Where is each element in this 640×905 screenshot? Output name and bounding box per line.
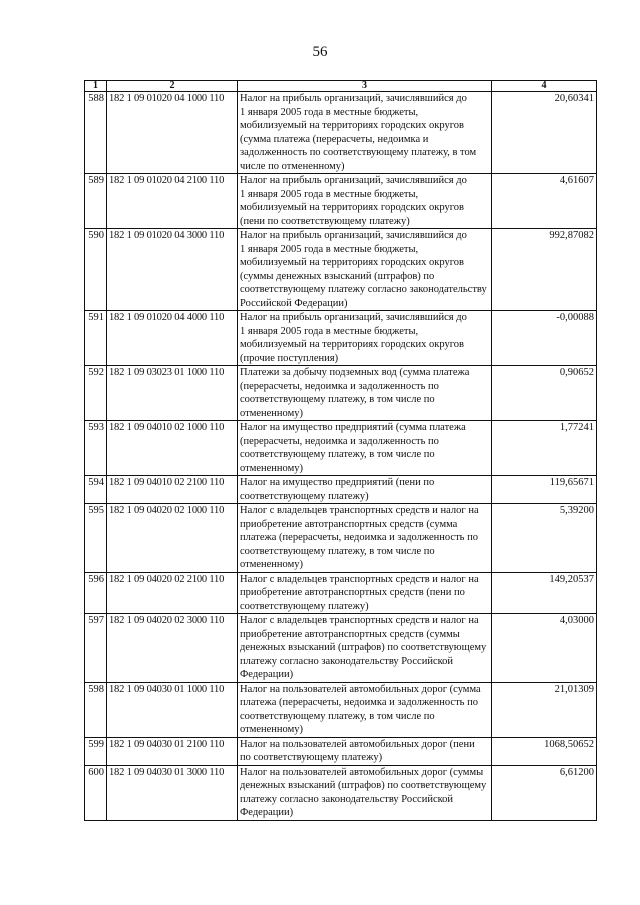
description-line: (суммы денежных взысканий (штрафов) по (240, 270, 435, 282)
amount: 4,61607 (492, 174, 597, 229)
description-line: Налог с владельцев транспортных средств и налог на (240, 615, 479, 626)
row-number: 588 (85, 92, 107, 174)
description (238, 229, 492, 311)
description-line: Налог на прибыль организаций, зачислявшийся до (240, 93, 467, 104)
description-line: мобилизуемый на территориях городских округов (240, 257, 464, 268)
table-row (85, 614, 597, 683)
budget-code: 182 1 09 04020 02 1000 110 (107, 504, 238, 573)
budget-code: 182 1 09 04010 02 2100 110 (107, 476, 238, 504)
table-row (85, 765, 597, 820)
table-row (85, 421, 597, 476)
amount: 119,65671 (492, 476, 597, 504)
description (238, 682, 492, 737)
description-line: Налог на имущество предприятий (пени по (240, 477, 435, 488)
description-line: Федерации) (240, 669, 294, 680)
table-header (85, 81, 597, 92)
description-line: (перерасчеты, недоимка и задолженность по (240, 380, 439, 392)
row-number: 600 (85, 765, 107, 820)
description (238, 421, 492, 476)
header-row (85, 81, 597, 92)
table-row (85, 92, 597, 174)
description-line: платежа (перерасчеты, недоимка и задолженность по (240, 532, 478, 543)
budget-code: 182 1 09 04020 02 2100 110 (107, 572, 238, 614)
description-line: Налог с владельцев транспортных средств и налог на (240, 573, 479, 585)
description-line: отмененному) (240, 559, 303, 570)
description-line: Налог на прибыль организаций, зачислявшийся до (240, 230, 467, 241)
description-line: Налог с владельцев транспортных средств и налог на (240, 505, 479, 516)
description-line: Налог на пользователей автомобильных дорог (сумма (240, 683, 481, 695)
description (238, 572, 492, 614)
table-row (85, 366, 597, 421)
description-line: мобилизуемый на территориях городских округов (240, 339, 464, 350)
description-line: платежу согласно законодательству Российской (240, 655, 454, 667)
description-line: соответствующему платежу) (240, 490, 369, 502)
description-line: Налог на имущество предприятий (сумма платежа (240, 422, 466, 433)
amount: 21,01309 (492, 682, 597, 737)
description (238, 614, 492, 683)
amount: 992,87082 (492, 229, 597, 311)
description-line: 1 января 2005 года в местные бюджеты, (240, 325, 419, 337)
description-line: соответствующему платежу, в том числе по (240, 710, 435, 722)
description (238, 765, 492, 820)
amount: -0,00088 (492, 311, 597, 366)
row-number: 599 (85, 737, 107, 765)
header-col-3: 3 (238, 81, 492, 92)
description-line: (прочие поступления) (240, 352, 339, 364)
description (238, 476, 492, 504)
description-line: соответствующему платежу) (240, 600, 369, 612)
table-row (85, 174, 597, 229)
budget-code: 182 1 09 04030 01 1000 110 (107, 682, 238, 737)
description-line: Налог на прибыль организаций, зачислявшийся до (240, 312, 467, 323)
table-row (85, 311, 597, 366)
description (238, 737, 492, 765)
budget-code: 182 1 09 01020 04 3000 110 (107, 229, 238, 311)
budget-table (84, 80, 597, 821)
table-row (85, 572, 597, 614)
description (238, 366, 492, 421)
description (238, 311, 492, 366)
budget-code: 182 1 09 01020 04 2100 110 (107, 174, 238, 229)
row-number: 591 (85, 311, 107, 366)
row-number: 594 (85, 476, 107, 504)
row-number: 590 (85, 229, 107, 311)
row-number: 589 (85, 174, 107, 229)
description-line: платежу согласно законодательству Российской (240, 793, 454, 805)
amount: 0,90652 (492, 366, 597, 421)
description-line: числе по отмененному) (240, 160, 345, 172)
amount: 4,03000 (492, 614, 597, 683)
description-line: денежных взысканий (штрафов) по соответствующему (240, 642, 487, 653)
row-number: 595 (85, 504, 107, 573)
description-line: (перерасчеты, недоимка и задолженность по (240, 435, 439, 447)
page-number: 56 (312, 44, 328, 60)
description (238, 174, 492, 229)
table-row (85, 476, 597, 504)
row-number: 596 (85, 572, 107, 614)
description-line: соответствующему платежу, в том числе по (240, 394, 435, 405)
description-line: 1 января 2005 года в местные бюджеты, (240, 188, 419, 200)
description-line: мобилизуемый на территориях городских округов (240, 202, 464, 213)
description-line: платежа (перерасчеты, недоимка и задолженность по (240, 697, 478, 708)
header-col-2: 2 (107, 81, 238, 92)
budget-code: 182 1 09 01020 04 1000 110 (107, 92, 238, 174)
description-line: приобретение автотранспортных средств (сумма (240, 518, 458, 530)
description-line: приобретение автотранспортных средств (суммы (240, 628, 460, 640)
description-line: (пени по соответствующему платежу) (240, 215, 410, 227)
row-number: 598 (85, 682, 107, 737)
amount: 1068,50652 (492, 737, 597, 765)
table-row (85, 737, 597, 765)
amount: 5,39200 (492, 504, 597, 573)
budget-code: 182 1 09 03023 01 1000 110 (107, 366, 238, 421)
description-line: 1 января 2005 года в местные бюджеты, (240, 106, 419, 118)
description-line: мобилизуемый на территориях городских округов (240, 120, 464, 131)
description-line: Налог на пользователей автомобильных дорог (пени (240, 738, 475, 750)
description-line: Налог на пользователей автомобильных дорог (суммы (240, 766, 484, 778)
amount: 6,61200 (492, 765, 597, 820)
description-line: отмененному) (240, 407, 303, 419)
description-line: 1 января 2005 года в местные бюджеты, (240, 243, 419, 255)
table-body (85, 92, 597, 821)
amount: 149,20537 (492, 572, 597, 614)
amount: 20,60341 (492, 92, 597, 174)
description-line: соответствующему платежу, в том числе по (240, 545, 435, 557)
description-line: задолженность по соответствующему платежу, в том (240, 147, 477, 158)
header-col-1: 1 (85, 81, 107, 92)
budget-code: 182 1 09 04030 01 2100 110 (107, 737, 238, 765)
amount: 1,77241 (492, 421, 597, 476)
row-number: 592 (85, 366, 107, 421)
budget-code: 182 1 09 01020 04 4000 110 (107, 311, 238, 366)
budget-code: 182 1 09 04030 01 3000 110 (107, 765, 238, 820)
row-number: 597 (85, 614, 107, 683)
description-line: Федерации) (240, 807, 294, 818)
description-line: (сумма платежа (перерасчеты, недоимка и (240, 133, 429, 145)
description-line: Налог на прибыль организаций, зачислявшийся до (240, 175, 467, 186)
budget-code: 182 1 09 04020 02 3000 110 (107, 614, 238, 683)
table-row (85, 229, 597, 311)
description-line: отмененному) (240, 724, 303, 735)
description-line: Российской Федерации) (240, 297, 348, 309)
description-line: соответствующему платежу, в том числе по (240, 449, 435, 460)
description (238, 504, 492, 573)
description-line: соответствующему платежу согласно законодательству (240, 284, 487, 295)
table-row (85, 682, 597, 737)
description-line: отмененному) (240, 462, 303, 474)
header-col-4: 4 (492, 81, 597, 92)
description-line: приобретение автотранспортных средств (пени по (240, 587, 465, 598)
description-line: по соответствующему платежу) (240, 752, 383, 763)
description (238, 92, 492, 174)
budget-code: 182 1 09 04010 02 1000 110 (107, 421, 238, 476)
description-line: Платежи за добычу подземных вод (сумма платежа (240, 367, 470, 378)
row-number: 593 (85, 421, 107, 476)
description-line: денежных взысканий (штрафов) по соответствующему (240, 780, 487, 791)
table-row (85, 504, 597, 573)
